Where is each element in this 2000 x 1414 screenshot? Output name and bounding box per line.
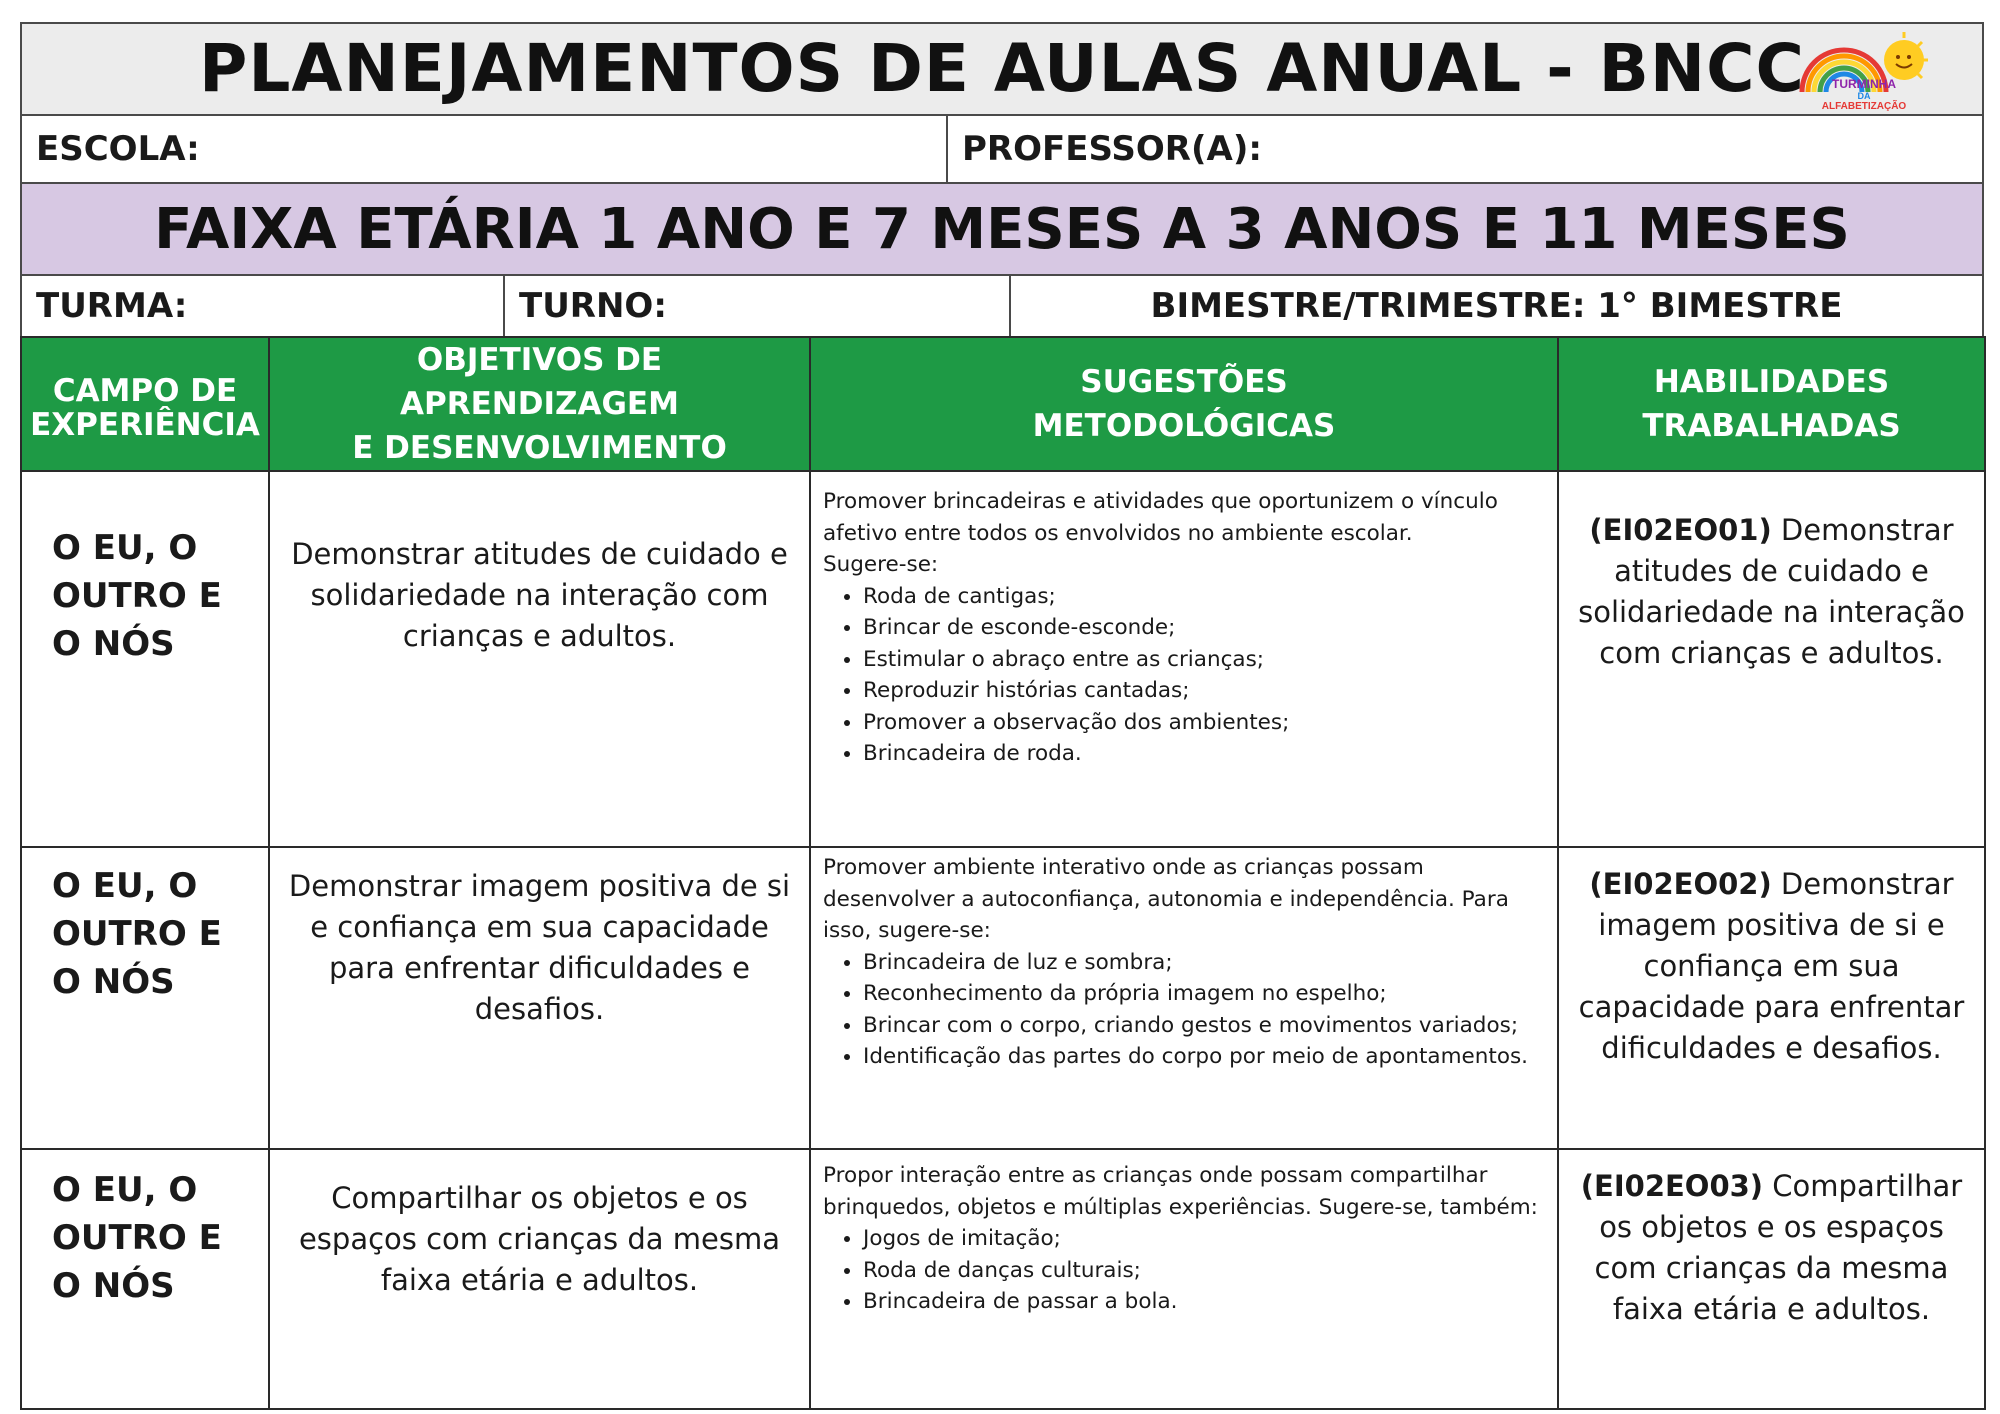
list-item: • Brincar de esconde-esconde; (863, 612, 1551, 644)
lesson-plan-sheet (20, 22, 1984, 1410)
header-campo (21, 337, 269, 471)
turno-field: TURNO: (503, 276, 1009, 336)
list-item: • Brincadeira de roda. (863, 738, 1551, 770)
campo-line: O EU, O (52, 528, 198, 568)
header-campo-line2: EXPERIÊNCIA (30, 407, 260, 443)
habilidade-cell (1558, 471, 1985, 847)
plan-table (20, 336, 1986, 1410)
list-item: • Reconhecimento da própria imagem no espelho; (863, 978, 1551, 1010)
campo-line: O EU, O (52, 866, 198, 906)
header-objetivos (269, 337, 810, 471)
campo-cell (21, 471, 269, 847)
header-habilidades-line1: HABILIDADES (1653, 364, 1890, 400)
habilidade-text: Demonstrar imagem positiva de si e confiança em sua capacidade para enfrentar dificuldades e desafios. (1578, 867, 1965, 1065)
sugestao-list (823, 947, 1551, 1073)
list-item: • Reproduzir histórias cantadas; (863, 675, 1551, 707)
list-item: • Identificação das partes do corpo por meio de apontamentos. (863, 1041, 1551, 1073)
campo-line: OUTRO E (52, 576, 222, 616)
sugestao-cell (810, 471, 1558, 847)
campo-line: O EU, O (52, 1170, 198, 1210)
header-objetivos-line1: OBJETIVOS DE APRENDIZAGEM (400, 342, 679, 422)
header-sugestoes-line1: SUGESTÕES (1080, 364, 1288, 400)
page-title: PLANEJAMENTOS DE AULAS ANUAL - BNCC (198, 30, 1805, 107)
professor-field: PROFESSOR(A): (946, 116, 1982, 182)
habilidade-cell (1558, 1149, 1985, 1409)
list-item: • Estimular o abraço entre as crianças; (863, 644, 1551, 676)
campo-cell (21, 847, 269, 1149)
campo-line: OUTRO E (52, 1218, 222, 1258)
list-item: • Brincadeira de luz e sombra; (863, 947, 1551, 979)
bimestre-field: BIMESTRE/TRIMESTRE: 1° BIMESTRE (1009, 276, 1982, 336)
header-sugestoes (810, 337, 1558, 471)
school-row (20, 114, 1984, 182)
campo-line: O NÓS (52, 624, 175, 664)
list-item: • Jogos de imitação; (863, 1223, 1551, 1255)
objetivo-cell: Demonstrar atitudes de cuidado e solidariedade na interação com crianças e adultos. (269, 471, 810, 847)
sugestao-intro: Propor interação entre as crianças onde possam compartilhar brinquedos, objetos e múltiplas experiências. Sugere-se, também: (823, 1163, 1538, 1220)
campo-line: OUTRO E (52, 914, 222, 954)
sugestao-cell (810, 1149, 1558, 1409)
age-range-banner: FAIXA ETÁRIA 1 ANO E 7 MESES A 3 ANOS E 11 MESES (20, 182, 1984, 274)
habilidade-cell (1558, 847, 1985, 1149)
turminha-logo-icon (1792, 30, 1932, 112)
list-item: • Brincadeira de passar a bola. (863, 1286, 1551, 1318)
table-row (21, 1149, 1985, 1409)
habilidade-code: (EI02EO03) (1580, 1169, 1764, 1203)
sugestao-list (823, 581, 1551, 770)
habilidade-text: Demonstrar atitudes de cuidado e solidariedade na interação com crianças e adultos. (1578, 513, 1965, 670)
campo-cell (21, 1149, 269, 1409)
turma-field: TURMA: (36, 286, 188, 326)
sugestao-intro: Sugere-se: (823, 552, 939, 577)
list-item: • Roda de cantigas; (863, 581, 1551, 613)
logo-text-2: DA (1857, 91, 1871, 101)
habilidade-text: Compartilhar os objetos e os espaços com crianças da mesma faixa etária e adultos. (1594, 1169, 1963, 1326)
objetivo-cell: Demonstrar imagem positiva de si e confiança em sua capacidade para enfrentar dificuldades e desafios. (269, 847, 810, 1149)
header-campo-line1: CAMPO DE (52, 373, 238, 409)
logo-text-3: ALFABETIZAÇÃO (1821, 101, 1907, 112)
header-sugestoes-line2: METODOLÓGICAS (1032, 408, 1336, 444)
logo-text-1: TURMINHA (1832, 77, 1896, 91)
campo-line: O NÓS (52, 962, 175, 1002)
list-item: • Brincar com o corpo, criando gestos e movimentos variados; (863, 1010, 1551, 1042)
list-item: • Promover a observação dos ambientes; (863, 707, 1551, 739)
table-row (21, 847, 1985, 1149)
sugestao-list (823, 1223, 1551, 1318)
sugestao-intro: Promover brincadeiras e atividades que oportunizem o vínculo afetivo entre todos os envolvidos no ambiente escolar. (823, 489, 1498, 546)
escola-field: ESCOLA: (36, 129, 200, 169)
title-bar (20, 22, 1984, 114)
objetivo-cell: Compartilhar os objetos e os espaços com crianças da mesma faixa etária e adultos. (269, 1149, 810, 1409)
header-objetivos-line2: E DESENVOLVIMENTO (352, 430, 727, 466)
habilidade-code: (EI02EO01) (1589, 513, 1772, 547)
sugestao-intro: Promover ambiente interativo onde as crianças possam desenvolver a autoconfiança, autonomia e independência. Para isso, sugere-se: (823, 855, 1509, 943)
sugestao-cell (810, 847, 1558, 1149)
list-item: • Roda de danças culturais; (863, 1255, 1551, 1287)
table-row (21, 471, 1985, 847)
header-habilidades-line2: TRABALHADAS (1642, 408, 1901, 444)
class-row (20, 274, 1984, 336)
table-header-row (21, 337, 1985, 471)
campo-line: O NÓS (52, 1266, 175, 1306)
header-habilidades (1558, 337, 1985, 471)
habilidade-code: (EI02EO02) (1589, 867, 1772, 901)
